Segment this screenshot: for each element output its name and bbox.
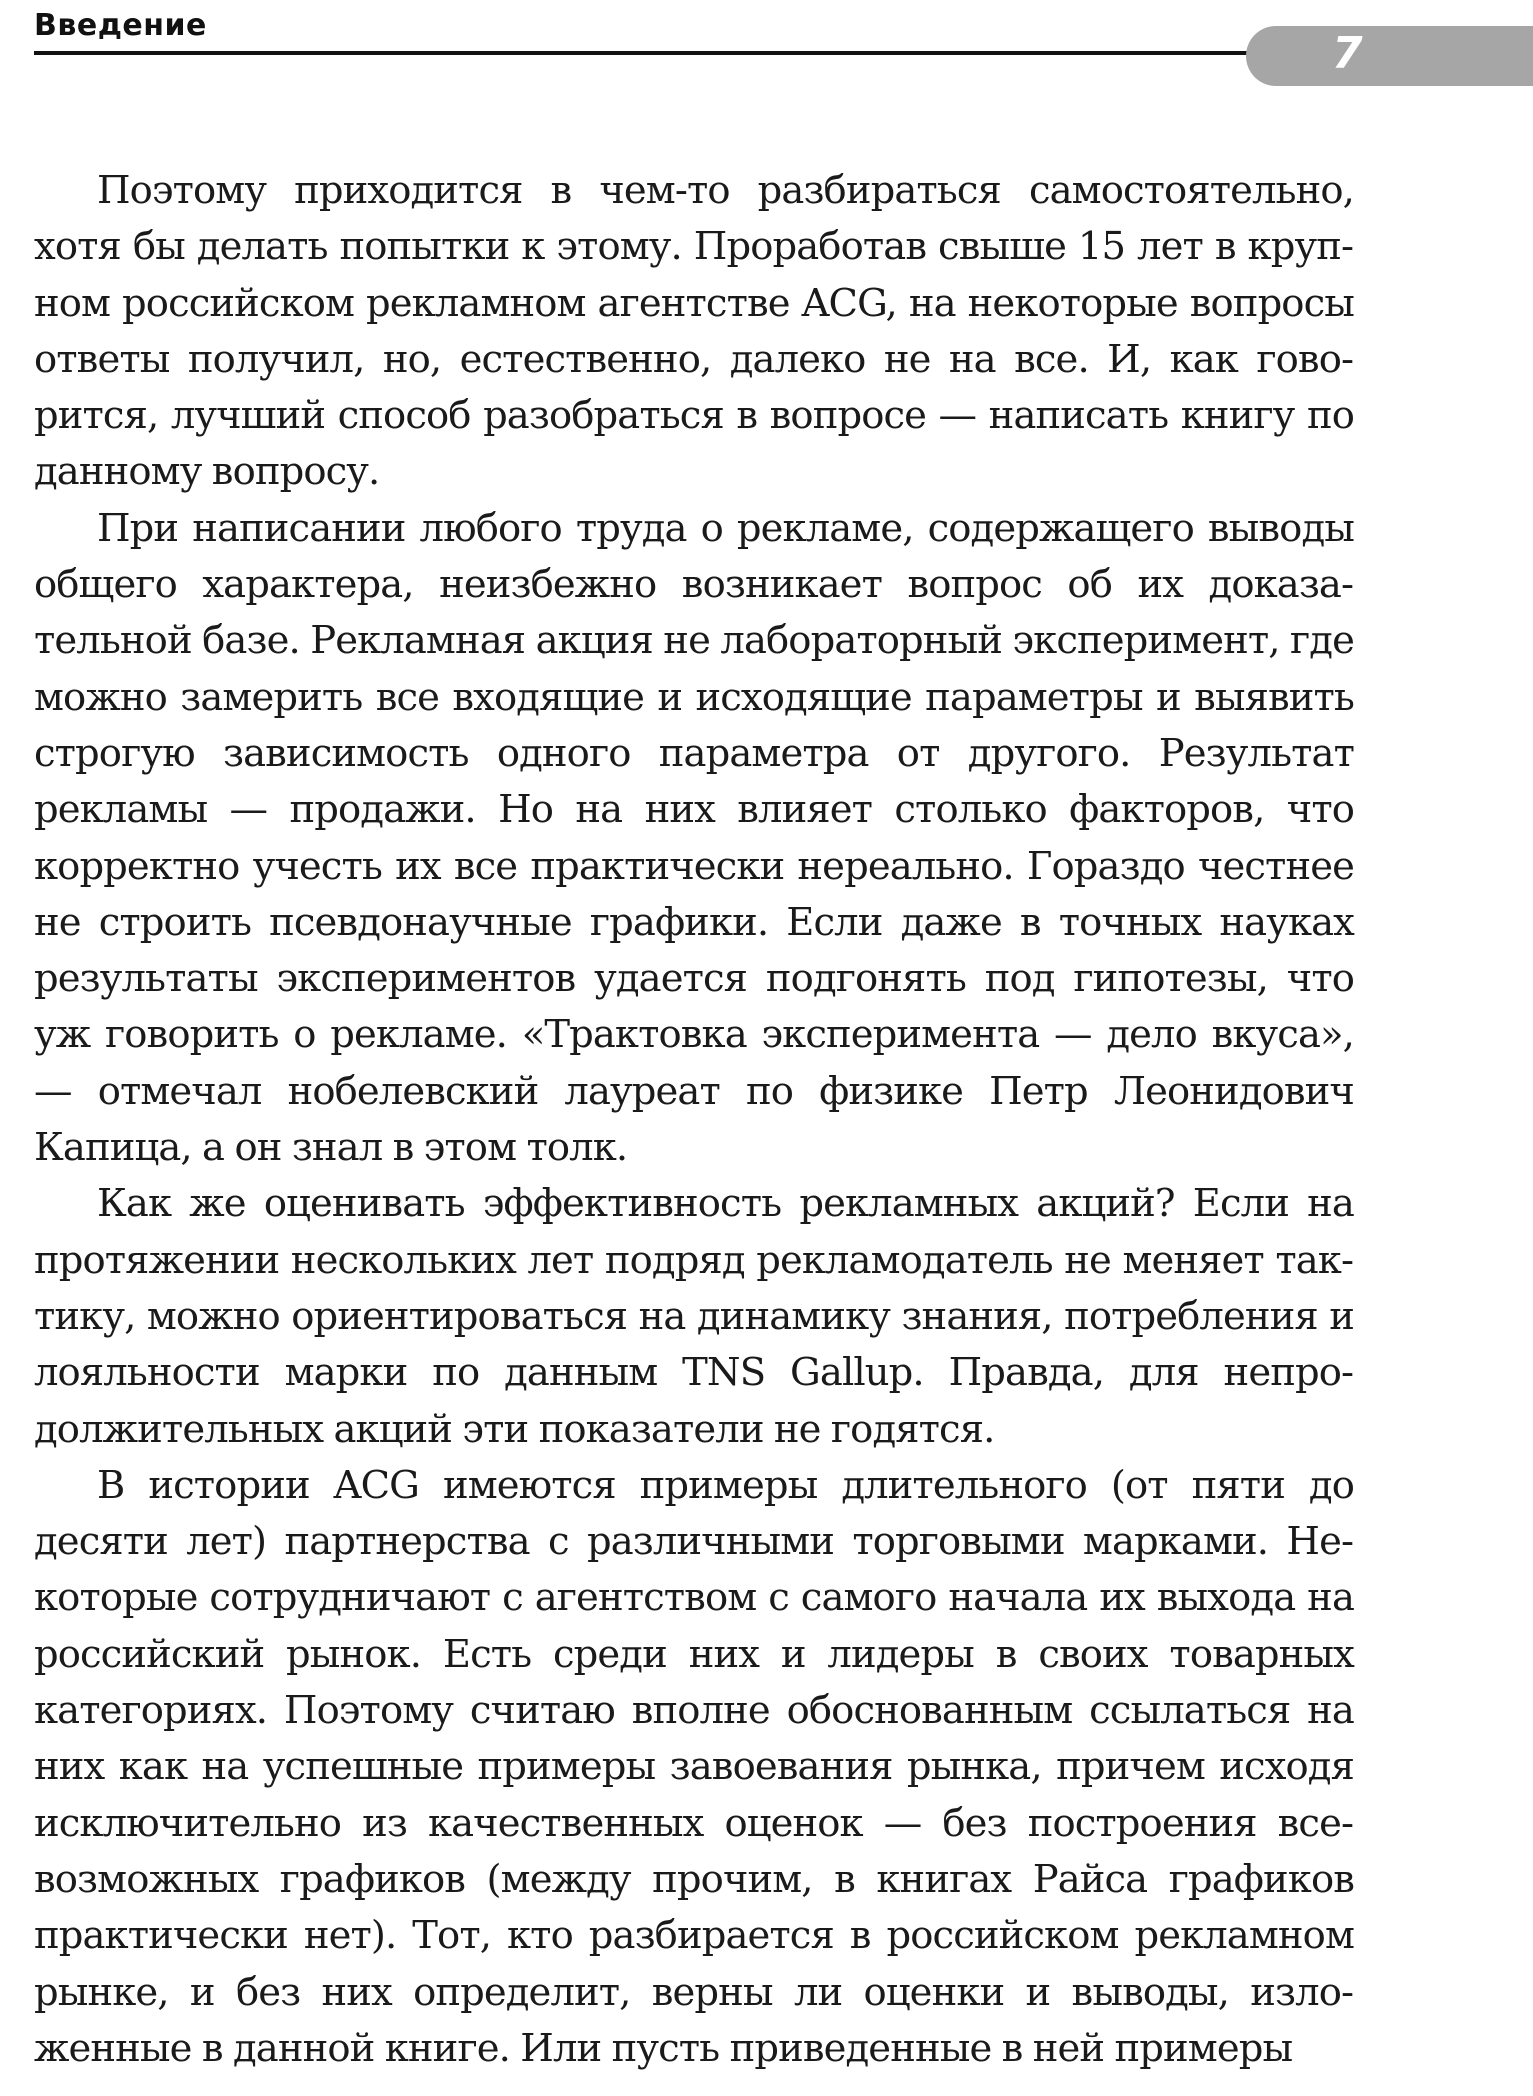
page-number-tab (1246, 26, 1533, 86)
page-header (34, 0, 1533, 90)
paragraph: При написании любого труда о рекламе, содержащего выводы общего характера, неизбежно возникает вопрос об их доказательной базе. Рекламная акция не лабораторный эксперимент, где можно замерить все входящие и исходящие параметры и выявить строгую зависимость одного параметра от другого. Результат рекламы — продажи. Но на них влияет столько факторов, что корректно учесть их все практически нереально. Гораздо честнее не строить псевдонаучные графики. Если даже в точных науках результаты экспериментов удается подгонять под гипотезы, что уж говорить о рекламе. «Трактовка эксперимента — дело вкуса», — отмечал нобелевский лауреат по физике Петр Леонидович Капица, а он знал в этом толк. (34, 505, 1354, 1171)
paragraph: Как же оценивать эффективность рекламных акций? Если на протяжении нескольких лет подряд рекламодатель не меняет тактику, можно ориентироваться на динамику знания, потребления и лояльности марки по данным TNS Gallup. Правда, для непродолжительных акций эти показатели не годятся. (34, 1181, 1354, 1452)
paragraph: Поэтому приходится в чем-то разбираться самостоятельно, хотя бы делать попытки к этому. Проработав свыше 15 лет в крупном российском рекламном агентстве ACG, на некоторые вопросы ответы получил, но, естественно, далеко не на все. И, как говорится, лучший способ разобраться в вопросе — написать книгу по данному вопросу. (34, 168, 1354, 495)
paragraph: В истории ACG имеются примеры длительного (от пяти до десяти лет) партнерства с различными торговыми марками. Некоторые сотрудничают с агентством с самого начала их выхода на российский рынок. Есть среди них и лидеры в своих товарных категориях. Поэтому считаю вполне обоснованным ссылаться на них как на успешные примеры завоевания рынка, причем исходя исключительно из качественных оценок — без построения всевозможных графиков (между прочим, в книгах Райса графиков практически нет). Тот, кто разбирается в российском рекламном рынке, и без них определит, верны ли оценки и выводы, изложенные в данной книге. Или пусть приведенные в ней примеры (34, 1462, 1354, 2071)
body-text (34, 163, 1354, 2077)
page-number: 7 (1332, 28, 1363, 79)
running-head: Введение (34, 8, 207, 43)
header-rule (34, 51, 1254, 55)
